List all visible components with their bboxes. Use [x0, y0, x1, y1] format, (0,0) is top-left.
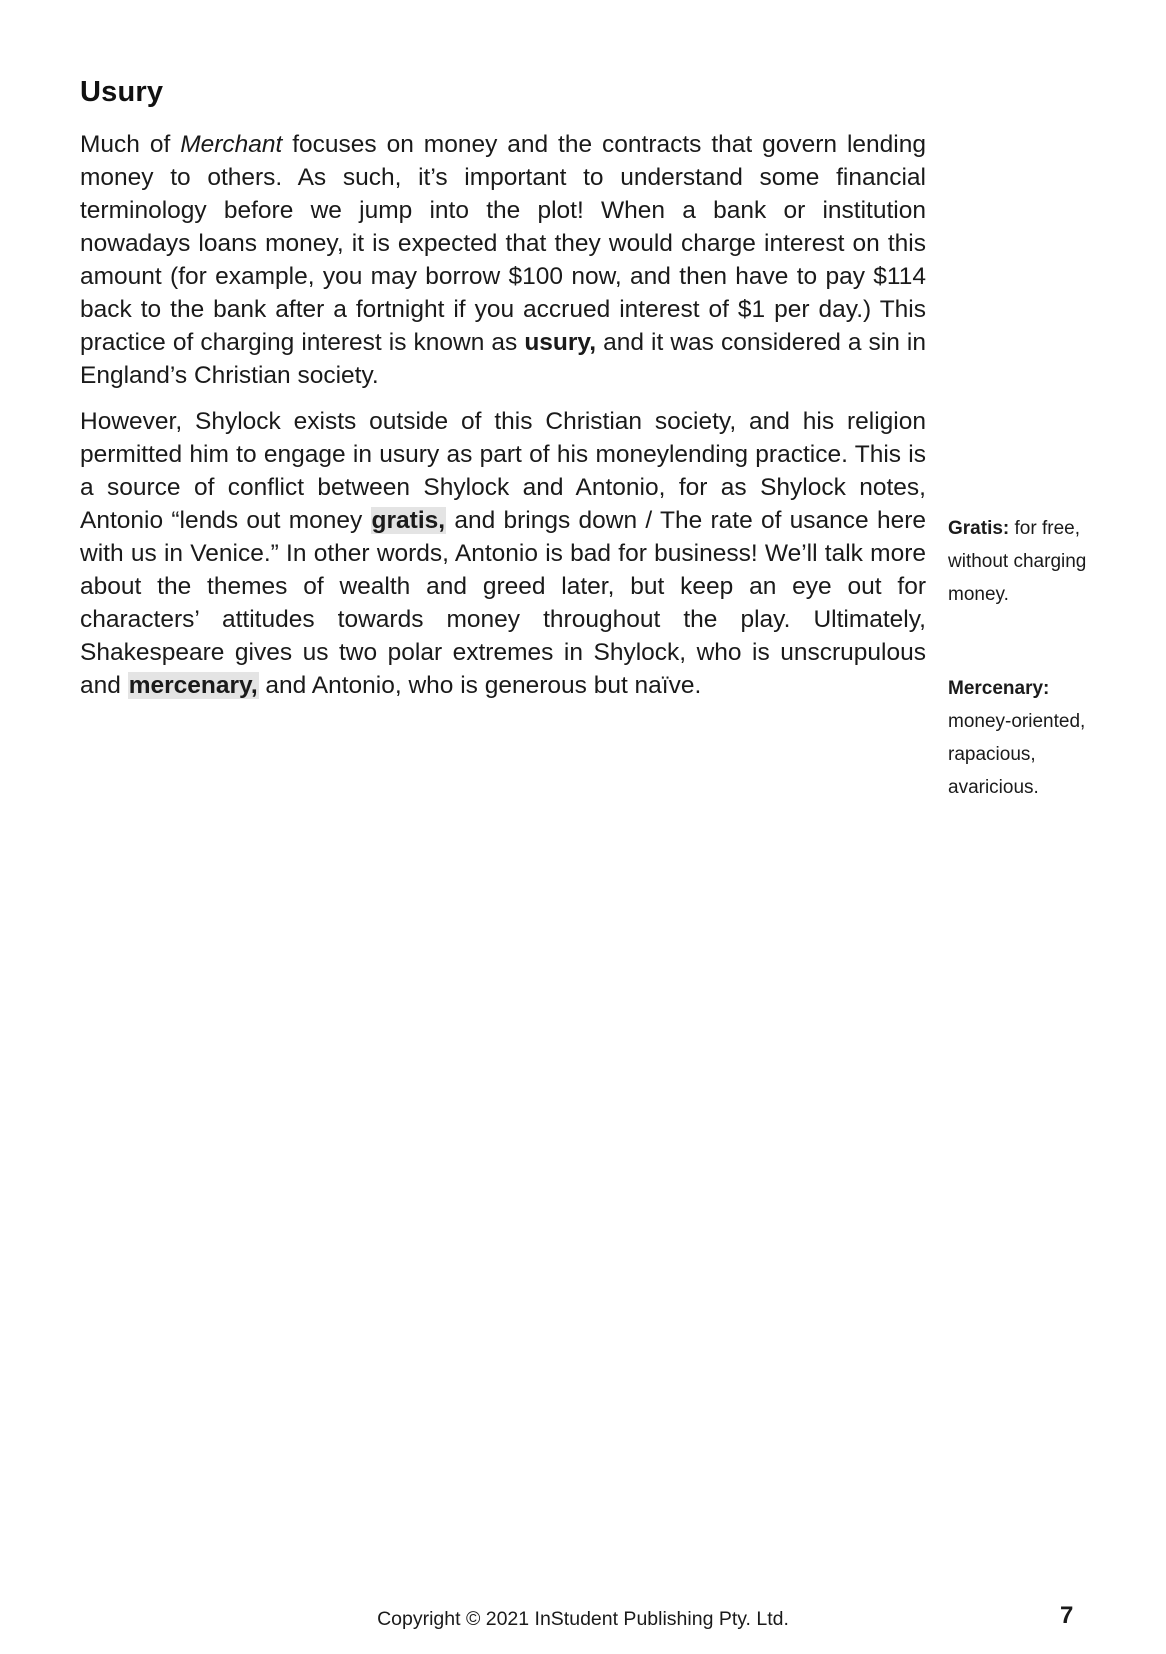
p1-text-3: and it was considered a sin in England’s Christian society. — [80, 329, 926, 389]
p2-text-1: However, Shylock exists outside of this Christian society, and his religion permitted him to engage in usury as part of his moneylending practice. This is a source of conflict between Shylock and Antonio, for as Shylock notes, Antonio “lends out money — [80, 408, 926, 534]
p2-text-3: and Antonio, who is generous but naïve. — [258, 672, 702, 699]
glossary-term-mercenary: Mercenary: — [948, 678, 1050, 699]
term-gratis-highlight: gratis, — [371, 507, 446, 534]
copyright-footer: Copyright © 2021 InStudent Publishing Pty. Ltd. — [377, 1608, 789, 1630]
glossary-term-gratis: Gratis: — [948, 518, 1010, 539]
glossary-def-gratis: for free, without charging money. — [948, 518, 1087, 605]
page-number: 7 — [1060, 1602, 1074, 1629]
p1-text-1: Much of — [80, 131, 181, 158]
glossary-note-gratis — [948, 512, 1108, 611]
term-usury: usury, — [524, 329, 597, 356]
section-heading: Usury — [80, 76, 164, 108]
p1-text-2: focuses on money and the contracts that govern lending money to others. As such, it’s important to understand some financial terminology before we jump into the plot! When a bank or institution nowadays loans money, it is expected that they would charge interest on this amount (for example, you may borrow $100 now, and then have to pay $114 back to the bank after a fortnight if you accrued interest of $1 per day.) This practice of charging interest is known as — [80, 131, 926, 356]
main-text — [80, 128, 926, 715]
term-mercenary-highlight: mercenary, — [128, 672, 258, 699]
glossary-def-mercenary: money-oriented, rapacious, avaricious. — [948, 711, 1086, 798]
glossary-note-mercenary — [948, 672, 1108, 804]
paragraph-2 — [80, 405, 926, 702]
p1-title-merchant: Merchant — [180, 131, 283, 158]
paragraph-1 — [80, 128, 926, 392]
p2-text-2: and brings down / The rate of usance here with us in Venice.” In other words, Antonio is bad for business! We’ll talk more about the themes of wealth and greed later, but keep an eye out for characters’ attitudes towards money throughout the play. Ultimately, Shakespeare gives us two polar extremes in Shylock, who is unscrupulous and — [80, 507, 926, 699]
